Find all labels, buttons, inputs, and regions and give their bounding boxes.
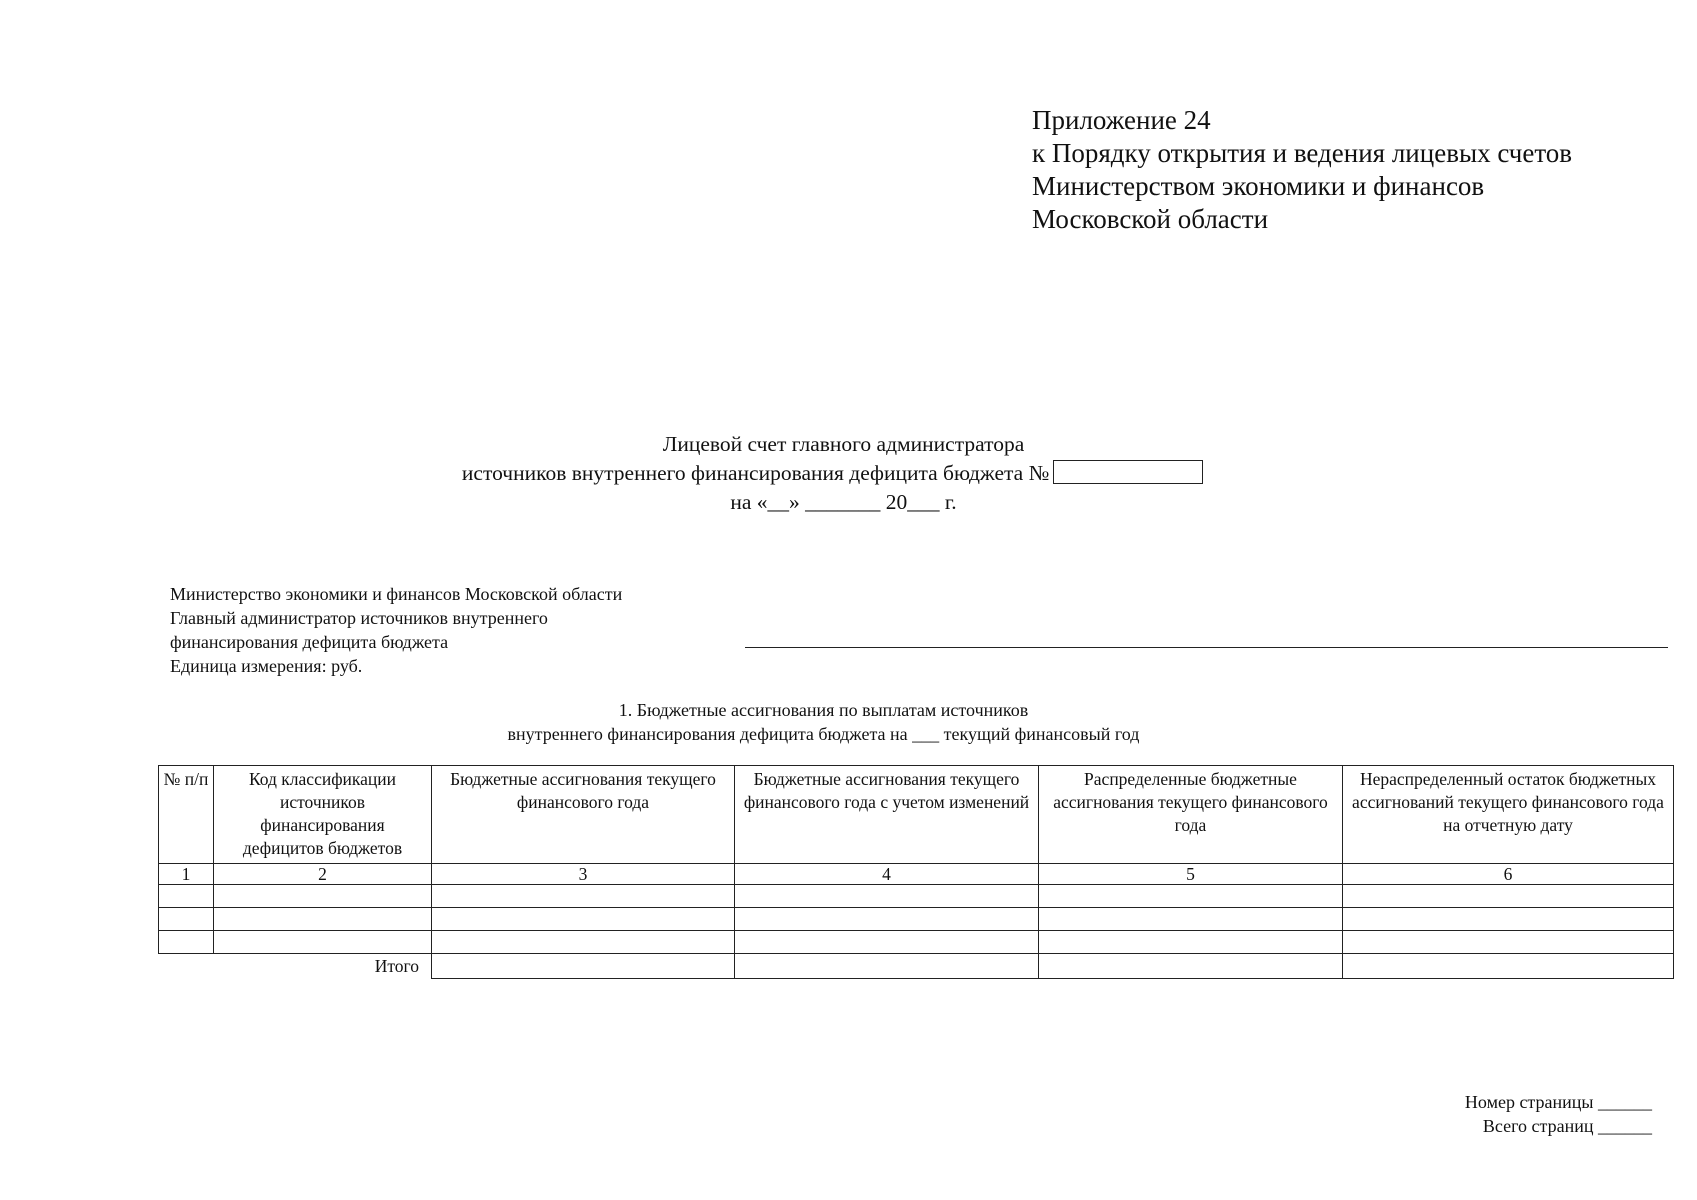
table-cell[interactable] — [735, 931, 1039, 954]
header-cell: № п/п — [159, 766, 214, 864]
column-number: 1 — [159, 864, 214, 885]
table-header-row — [159, 766, 1674, 864]
header-cell: Распределенные бюджетные ассигнования текущего финансового года — [1039, 766, 1343, 864]
header-cell: Нераспределенный остаток бюджетных ассигнований текущего финансового года на отчетную дату — [1343, 766, 1674, 864]
section-title — [0, 698, 1697, 746]
header-cell: Код классификации источников финансирования дефицитов бюджетов — [214, 766, 432, 864]
total-cell[interactable] — [1039, 954, 1343, 979]
column-number: 3 — [432, 864, 735, 885]
total-pages-field: Всего страниц ______ — [1482, 1116, 1652, 1136]
title-line-3: на «__» _______ 20___ г. — [730, 490, 957, 514]
column-number: 5 — [1039, 864, 1343, 885]
table-cell[interactable] — [1343, 908, 1674, 931]
page-number-field: Номер страницы ______ — [1464, 1092, 1652, 1112]
administrator-name-underline — [745, 647, 1668, 648]
appendix-line-4: Московской области — [1032, 204, 1269, 234]
total-label — [159, 954, 432, 979]
org-line-3: финансирования дефицита бюджета — [170, 632, 449, 652]
table-cell[interactable] — [1039, 885, 1343, 908]
table-row — [159, 908, 1674, 931]
table-cell[interactable] — [1343, 931, 1674, 954]
table-cell[interactable] — [735, 885, 1039, 908]
page-numbering — [1440, 1090, 1652, 1138]
total-cell[interactable] — [1343, 954, 1674, 979]
budget-allocations-table — [158, 765, 1674, 979]
section-title-line-1: 1. Бюджетные ассигнования по выплатам источников — [618, 700, 1029, 720]
org-line-4: Единица измерения: руб. — [170, 656, 363, 676]
total-label-text: Итого — [374, 955, 419, 976]
table-row — [159, 885, 1674, 908]
table-cell[interactable] — [735, 908, 1039, 931]
total-cell[interactable] — [432, 954, 735, 979]
org-line-2: Главный администратор источников внутреннего — [170, 608, 548, 628]
column-number: 6 — [1343, 864, 1674, 885]
table-cell[interactable] — [1039, 931, 1343, 954]
table-cell[interactable] — [1343, 885, 1674, 908]
table-cell[interactable] — [214, 885, 432, 908]
header-cell: Бюджетные ассигнования текущего финансового года — [432, 766, 735, 864]
table-cell[interactable] — [214, 908, 432, 931]
document-title — [0, 430, 1697, 517]
total-cell[interactable] — [735, 954, 1039, 979]
title-line-1: Лицевой счет главного администратора — [662, 432, 1025, 456]
appendix-line-2: к Порядку открытия и ведения лицевых счетов — [1032, 138, 1573, 168]
column-number: 4 — [735, 864, 1039, 885]
column-number: 2 — [214, 864, 432, 885]
appendix-block — [1032, 104, 1572, 236]
table-cell[interactable] — [159, 885, 214, 908]
org-line-1: Министерство экономики и финансов Московской области — [170, 584, 623, 604]
account-number-box[interactable] — [1053, 460, 1203, 484]
table-cell[interactable] — [432, 908, 735, 931]
table-cell[interactable] — [432, 885, 735, 908]
column-number-row — [159, 864, 1674, 885]
table-cell[interactable] — [214, 931, 432, 954]
table-cell[interactable] — [159, 908, 214, 931]
header-cell: Бюджетные ассигнования текущего финансового года с учетом изменений — [735, 766, 1039, 864]
section-title-line-2: внутреннего финансирования дефицита бюджета на ___ текущий финансовый год — [507, 724, 1140, 744]
title-line-2-wrapper — [0, 459, 1697, 488]
table-cell[interactable] — [432, 931, 735, 954]
appendix-line-1: Приложение 24 — [1032, 105, 1211, 135]
table-row — [159, 931, 1674, 954]
table-cell[interactable] — [159, 931, 214, 954]
organization-block — [170, 582, 622, 678]
table-cell[interactable] — [1039, 908, 1343, 931]
title-line-2: источников внутреннего финансирования дефицита бюджета № — [461, 461, 1050, 485]
appendix-line-3: Министерством экономики и финансов — [1032, 171, 1485, 201]
total-row — [159, 954, 1674, 979]
